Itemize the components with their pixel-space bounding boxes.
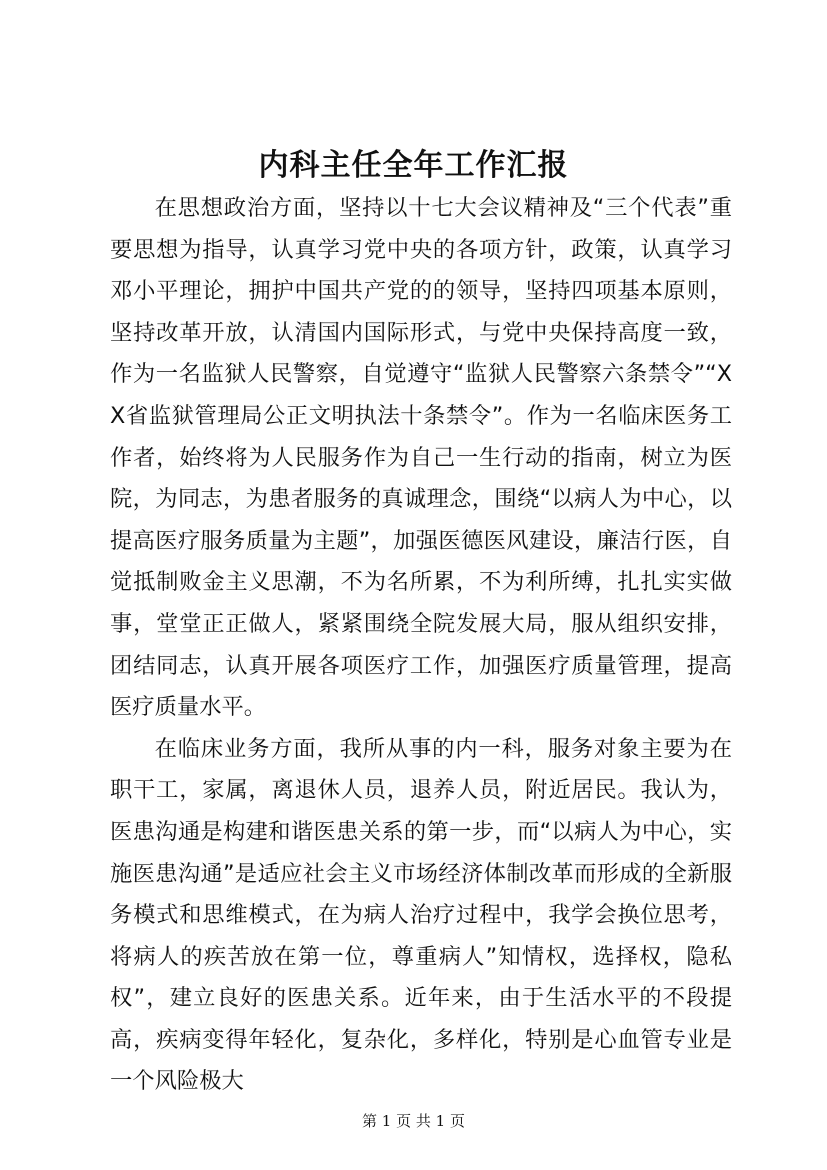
document-body [110,188,732,1103]
paragraph-clinical: 在临床业务方面，我所从事的内一科，服务对象主要为在职干工，家属，离退休人员，退养人员，附近居民。我认为，医患沟通是构建和谐医患关系的第一步，而“以病人为中心，实施医患沟通”是适应社会主义市场经济体制改革而形成的全新服务模式和思维模式，在为病人治疗过程中，我学会换位思考，将病人的疾苦放在第一位，尊重病人”知情权，选择权，隐私权”，建立良好的医患关系。近年来，由于生活水平的不段提高，疾病变得年轻化，复杂化，多样化，特别是心血管专业是一个风险极大 [110,735,732,1095]
page-footer: 第 1 页 共 1 页 [362,1112,465,1130]
document-title: 内科主任全年工作汇报 [258,148,569,183]
paragraph-political: 在思想政治方面，坚持以十七大会议精神及“三个代表”重要思想为指导，认真学习党中央的各项方针，政策，认真学习邓小平理论，拥护中国共产党的的领导，坚持四项基本原则，坚持改革开放，认清国内国际形式，与党中央保持高度一致，作为一名监狱人民警察，自觉遵守“监狱人民警察六条禁令”“XX省监狱管理局公正文明执法十条禁令”。作为一名临床医务工作者，始终将为人民服务作为自己一生行动的指南，树立为医院，为同志，为患者服务的真诚理念，围绕“以病人为中心，以提高医疗服务质量为主题”，加强医德医风建设，廉洁行医，自觉抵制败金主义思潮，不为名所累，不为利所缚，扎扎实实做事，堂堂正正做人，紧紧围绕全院发展大局，服从组织安排，团结同志，认真开展各项医疗工作，加强医疗质量管理，提高医疗质量水平。 [110,195,732,721]
